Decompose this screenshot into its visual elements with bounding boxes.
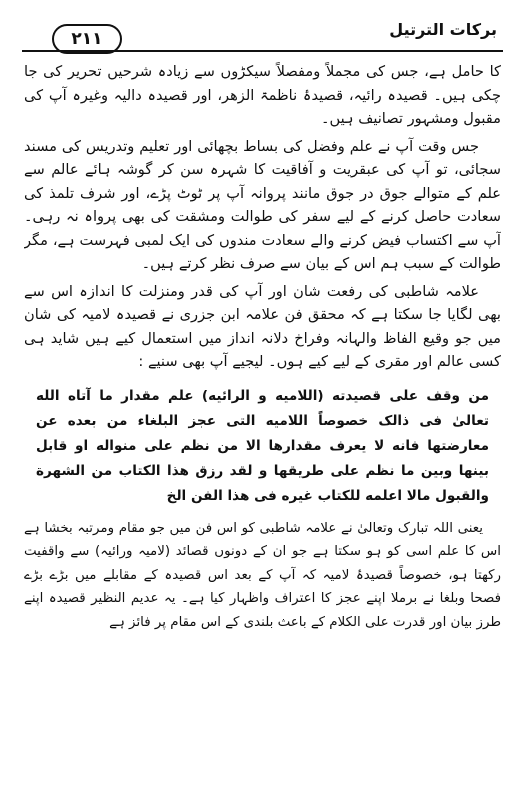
page-header: [22, 10, 503, 52]
page-number: ٢١١: [52, 24, 122, 54]
paragraph-2: جس وقت آپ نے علم وفضل کی بساط بچھائی اور تعلیم وتدریس کی مسند سجائی، تو آپ کی عبقریت و آفاقیت کا شہرہ سن کر گوشہ ہائے عالم سے علم کے متوالے جوق در جوق مانند پروانہ آپ پر ٹوٹ پڑے، اور شرف تلمذ کی سعادت حاصل کرنے کے لیے سفر کی طوالت ومشقت کی بھی پرواہ نہ رہی۔ آپ سے اکتساب فیض کرنے والے سعادت مندوں کی ایک لمبی فہرست ہے، مگر طوالت کے سبب ہم اس کے بیان سے صرف نظر کرتے ہیں۔: [24, 137, 501, 272]
paragraph-3: علامہ شاطبی کی رفعت شان اور آپ کی قدر ومنزلت کا اندازہ اس سے بھی لگایا جا سکتا ہے کہ محقق فن علامہ ابن جزری نے قصیدہ لامیہ کی شان میں جو وقیع الفاظ والہانہ وفراخ دلانہ انداز میں استعمال کیے ہیں شاید ہی کسی عالم اور مقری کے لیے کیے ہوں۔ لیجیے آپ بھی سنیے :: [24, 282, 501, 370]
paragraph-1: کا حامل ہے، جس کی مجملاً ومفصلاً سیکڑوں سے زیادہ شرحیں تحریر کی جا چکی ہیں۔ قصیدہ رائیہ، قصیدۂ ناظمۃ الزھر، اور قصیدہ دالیہ وغیرہ آپ کی مقبول ومشہور تصانیف ہیں۔: [24, 63, 501, 127]
running-title: برکات الترتیل: [389, 20, 497, 39]
translation-paragraph: یعنی اللہ تبارک وتعالیٰ نے علامہ شاطبی کو اس فن میں جو مقام ومرتبہ بخشا ہے اس کا علم اسی کو ہو سکتا ہے جو ان کے دونوں قصائد (لامیہ ورائیہ) سے واقفیت رکھتا ہو، خصوصاً قصیدۂ لامیہ کہ آپ کے بعد اس قصیدہ کے مقابلے میں بڑے بڑے فصحا وبلغا نے برملا اپنے عجز کا اعتراف واظہار کیا ہے۔ یہ عدیم النظیر قصیدہ اپنے طرز بیان اور قدرت علی الکلام کے باعث بلندی کے اس مقام پر فائز ہے: [24, 520, 501, 630]
arabic-quotation: من وقف علی قصیدته (اللامیه و الرائیه) علم مقدار ما آتاه الله تعالیٰ فی ذالک خصوصاً اللامیه التی عجز البلغاء من بعده عن معارضتها فانه لا یعرف مقدارها الا من نظم علی منواله او قابل بینها وبین ما نظم علی طریقها و لقد رزق هذا الکتاب من الشهرة والقبول مالا اعلمه للکتاب غیره فی هذا الفن الخ: [36, 387, 489, 504]
page-body: [24, 60, 501, 792]
